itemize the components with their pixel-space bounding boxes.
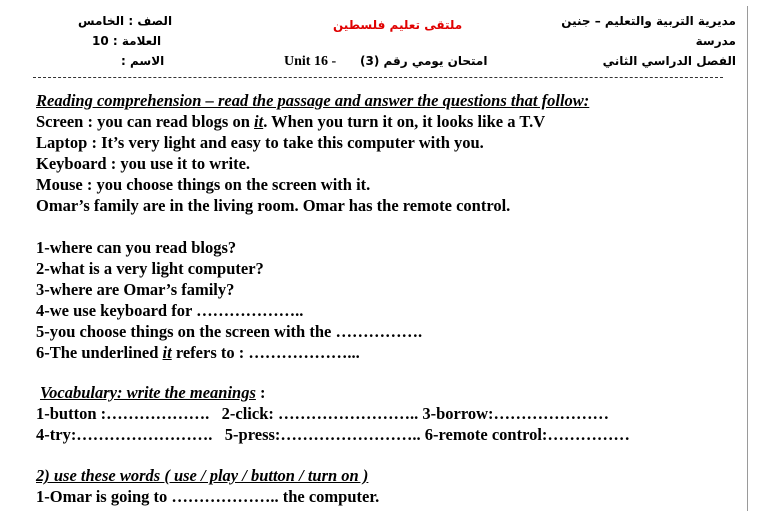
header-exam: امتحان يومي رقم (3) xyxy=(360,54,488,68)
question-6-it: it xyxy=(162,343,172,362)
header-name: الاسم : xyxy=(121,54,165,68)
passage-screen-b: . When you turn it on, it looks like a T.V xyxy=(263,112,546,131)
vocabulary-row-1: 1-button :………………. 2-click: …………………….. 3-borrow:………………… xyxy=(36,404,610,423)
passage-omar: Omar’s family are in the living room. Omar has the remote control. xyxy=(36,196,511,215)
passage-keyboard: Keyboard : you use it to write. xyxy=(36,154,251,173)
question-6-a: 6-The underlined xyxy=(36,343,163,362)
section2-question-1: 1-Omar is going to ……………….. the computer. xyxy=(36,487,380,506)
vocabulary-heading-line xyxy=(40,383,266,403)
vocabulary-heading: Vocabulary: write the meanings xyxy=(40,383,256,402)
header-forum: ملتقى تعليم فلسطين xyxy=(333,18,463,32)
passage-screen xyxy=(36,112,545,132)
header-grade: الصف : الخامس xyxy=(78,14,173,28)
passage-screen-a: Screen : you can read blogs on xyxy=(36,112,255,131)
question-3: 3-where are Omar’s family? xyxy=(36,280,235,299)
question-6 xyxy=(36,343,360,363)
question-6-b: refers to : ………………... xyxy=(171,343,360,362)
passage-laptop: Laptop : It’s very light and easy to take this computer with you. xyxy=(36,133,484,152)
section2-heading: 2) use these words ( use / play / button / turn on ) xyxy=(36,466,369,485)
vocabulary-heading-colon: : xyxy=(255,383,266,402)
header-school: مدرسة xyxy=(695,34,736,48)
passage-mouse: Mouse : you choose things on the screen with it. xyxy=(36,175,371,194)
header-directorate: مديرية التربية والتعليم – جنين xyxy=(561,14,736,28)
vocabulary-row-2: 4-try:……………………. 5-press:…………………….. 6-remote control:…………… xyxy=(36,425,630,444)
header-mark: العلامة : 10 xyxy=(92,34,162,48)
page-border xyxy=(747,6,748,511)
reading-heading: Reading comprehension – read the passage and answer the questions that follow: xyxy=(36,91,590,110)
header-unit: Unit 16 - xyxy=(284,54,337,69)
passage-screen-it: it xyxy=(254,112,264,131)
question-1: 1-where can you read blogs? xyxy=(36,238,237,257)
question-2: 2-what is a very light computer? xyxy=(36,259,264,278)
question-4: 4-we use keyboard for ……………….. xyxy=(36,301,304,320)
question-5: 5-you choose things on the screen with the ……………. xyxy=(36,322,423,341)
header-semester: الفصل الدراسي الثاني xyxy=(602,54,736,68)
header-divider xyxy=(33,77,723,78)
